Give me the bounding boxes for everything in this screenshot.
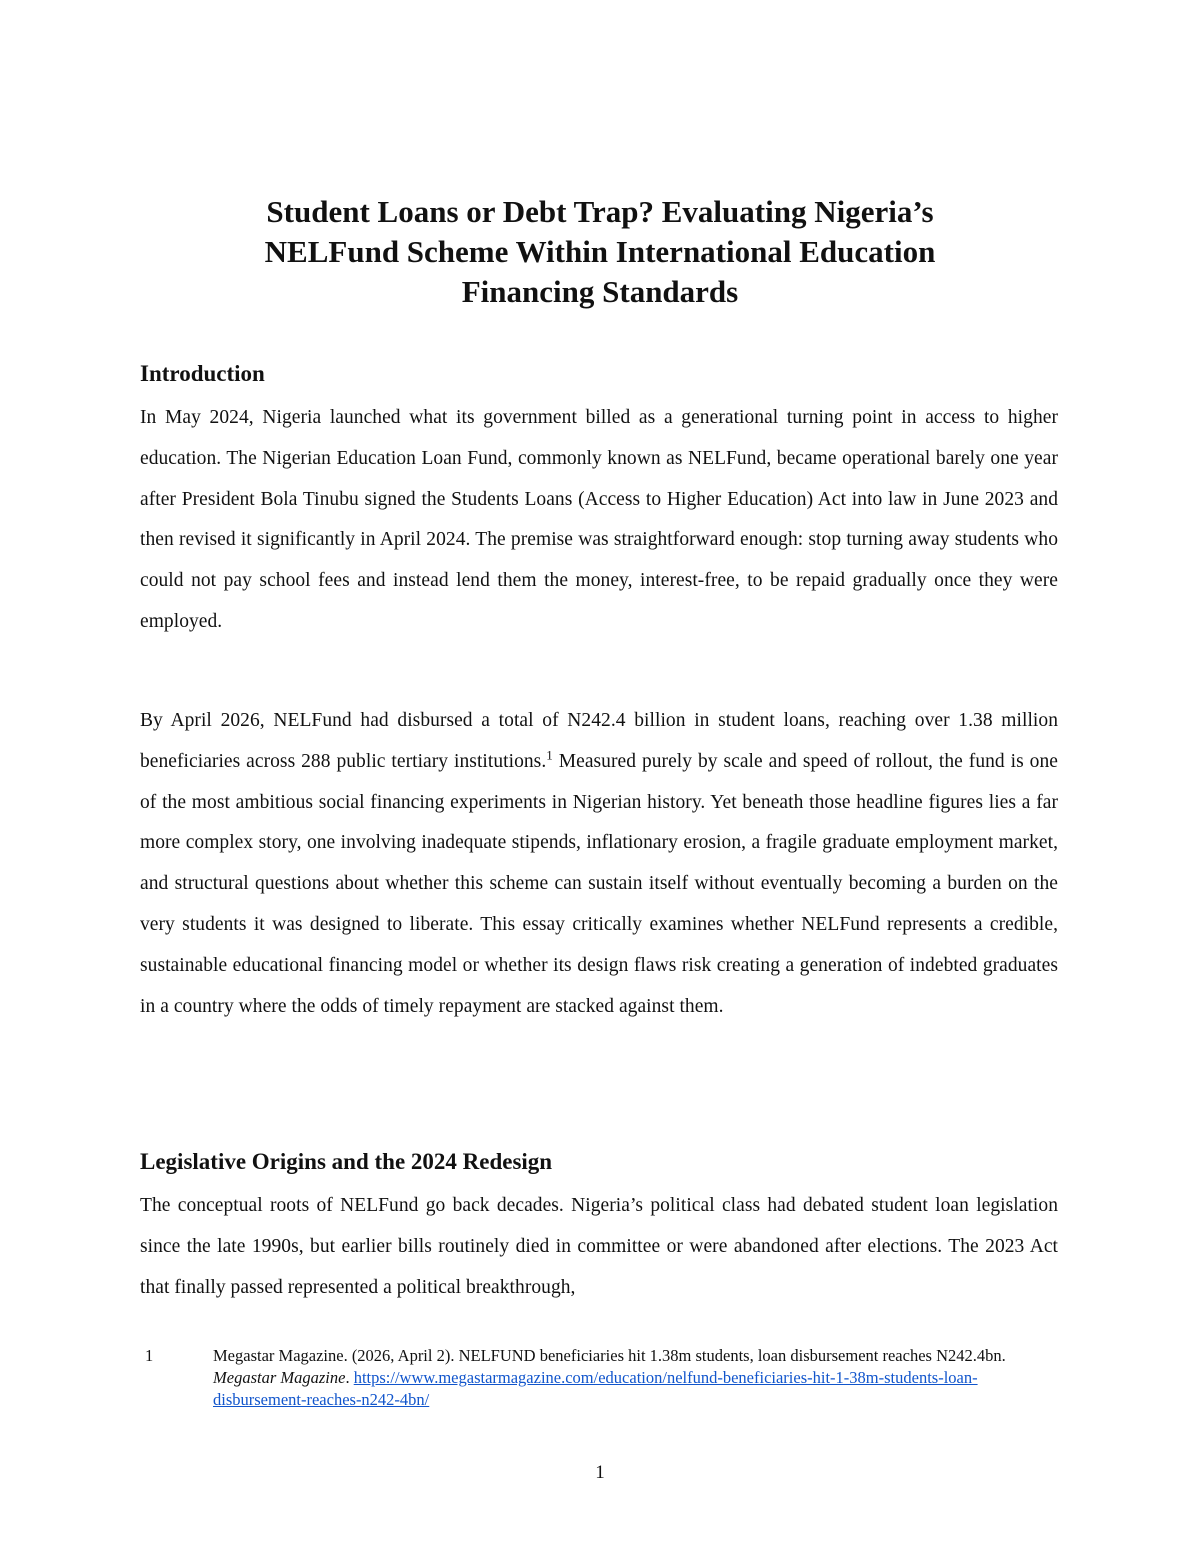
footnote-source: Megastar Magazine xyxy=(213,1368,346,1387)
title-line-3: Financing Standards xyxy=(461,274,739,309)
section-heading-introduction: Introduction xyxy=(140,361,265,386)
paper-title xyxy=(140,192,1060,312)
footnote-reference[interactable]: 1 xyxy=(546,747,553,763)
intro-paragraph-2-start: By April 2026, NELFund had disbursed a total of N242.4 billion in student loans, reaching over 1.38 million beneficiaries across 288 public tertiary institutions. xyxy=(140,710,1058,772)
footnote-citation: Megastar Magazine. (2026, April 2). NELFUND beneficiaries hit 1.38m students, loan disbursement reaches N242.4bn. xyxy=(213,1346,1006,1365)
footnote-link[interactable]: https://www.megastarmagazine.com/education/nelfund-beneficiaries-hit-1-38m-students-loan-disbursement-reaches-n242-4bn/ xyxy=(213,1368,978,1409)
title-line-2: NELFund Scheme Within International Education xyxy=(264,234,936,269)
title-line-1: Student Loans or Debt Trap? Evaluating Nigeria’s xyxy=(266,194,934,229)
page-number: 1 xyxy=(595,1462,605,1483)
intro-paragraph-2 xyxy=(140,701,1058,1027)
intro-paragraph-1: In May 2024, Nigeria launched what its government billed as a generational turning point in access to higher education. The Nigerian Education Loan Fund, commonly known as NELFund, became operational barely one year after President Bola Tinubu signed the Students Loans (Access to Higher Education) Act into law in June 2023 and then revised it significantly in April 2024. The premise was straightforward enough: stop turning away students who could not pay school fees and instead lend them the money, interest-free, to be repaid gradually once they were employed. xyxy=(140,407,1058,632)
footnote-separator: . xyxy=(345,1368,354,1387)
legislative-paragraph-1: The conceptual roots of NELFund go back decades. Nigeria’s political class had debated student loan legislation since the late 1990s, but earlier bills routinely died in committee or were abandoned after elections. The 2023 Act that finally passed represented a political breakthrough, xyxy=(140,1195,1058,1298)
section-heading-legislative-origins: Legislative Origins and the 2024 Redesign xyxy=(140,1149,553,1174)
intro-paragraph-2-rest: Measured purely by scale and speed of rollout, the fund is one of the most ambitious social financing experiments in Nigerian history. Yet beneath those headline figures lies a far more complex story, one involving inadequate stipends, inflationary erosion, a fragile graduate employment market, and structural questions about whether this scheme can sustain itself without eventually becoming a burden on the very students it was designed to liberate. This essay critically examines whether NELFund represents a credible, sustainable educational financing model or whether its design flaws risk creating a generation of indebted graduates in a country where the odds of timely repayment are stacked against them. xyxy=(140,750,1058,1017)
footnote-number: 1 xyxy=(145,1346,154,1365)
footnote-text xyxy=(213,1345,1033,1411)
